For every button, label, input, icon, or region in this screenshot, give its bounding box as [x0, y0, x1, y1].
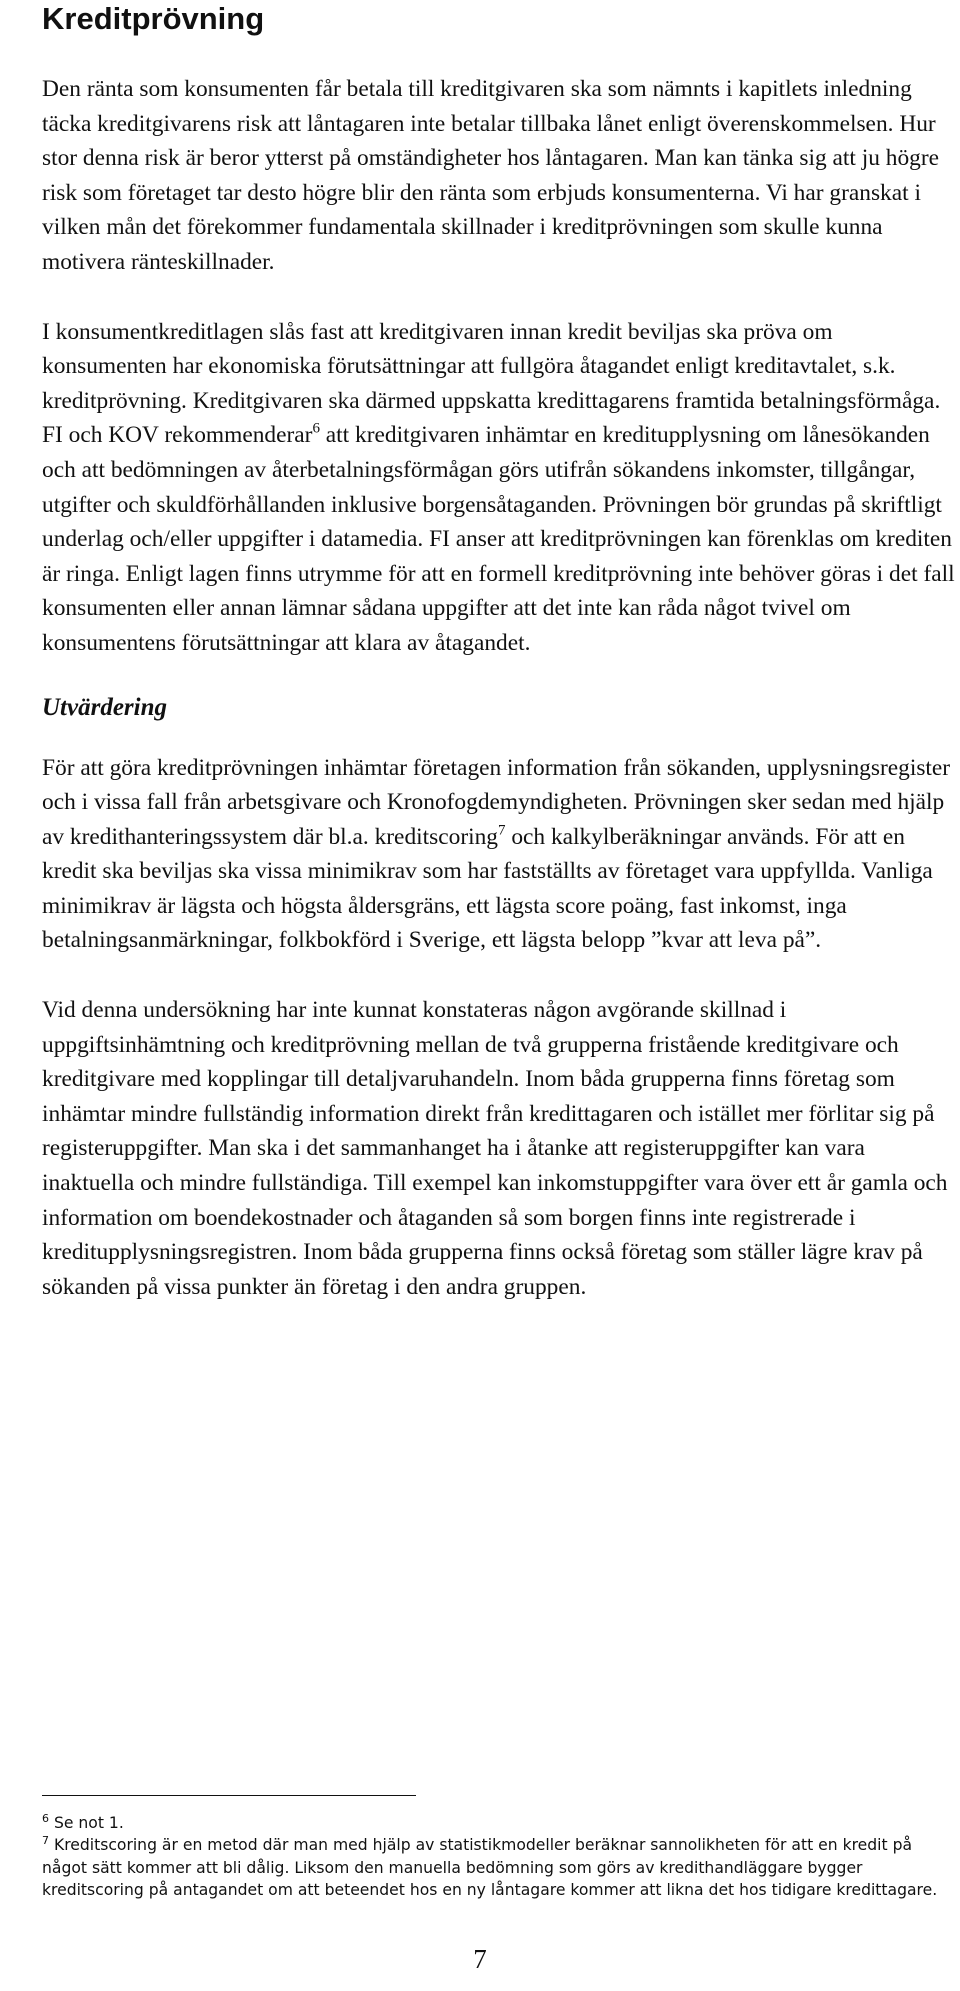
section-heading: Utvärdering	[42, 693, 167, 721]
page-title: Kreditprövning	[42, 1, 265, 36]
paragraph-text: och kalkylberäkningar används. För att en kredit ska beviljas ska vissa minimikrav som har fastställts av företaget vara uppfyllda. Vanliga minimikrav är lägsta och högsta åldersgräns, ett lägsta score poäng, fast inkomst, inga betalningsanmärkningar, folkbokförd i Sverige, ett lägsta belopp ”kvar att leva på”.	[42, 823, 933, 954]
paragraph-evaluation	[42, 751, 957, 959]
page-number: 7	[473, 1944, 487, 1974]
footnote-text: Kreditscoring är en metod där man med hjälp av statistikmodeller beräknar sannolikheten för att en kredit på något sätt kommer att bli dålig. Liksom den manuella bedömning som görs av kredithandläggare bygger kreditscoring på antagandet om att beteendet hos en ny låntagare kommer att likna det hos tidigare kredittagare.	[42, 1836, 938, 1899]
footnote-number: 7	[42, 1834, 49, 1848]
paragraph-findings: Vid denna undersökning har inte kunnat konstateras någon avgörande skillnad i uppgiftsinhämtning och kreditprövning mellan de två grupperna fristående kreditgivare och kreditgivare med kopplingar till detaljvaruhandeln. Inom båda grupperna finns företag som inhämtar mindre fullständig information direkt från kredittagaren och istället mer förlitar sig på registeruppgifter. Man ska i det sammanhanget ha i åtanke att registeruppgifter kan vara inaktuella och mindre fullständiga. Till exempel kan inkomstuppgifter vara över ett år gamla och information om boendekostnader och åtaganden så som borgen finns inte registrerade i kreditupplysningsregistren. Inom båda grupperna finns också företag som ställer lägre krav på sökanden på vissa punkter än företag i den andra gruppen.	[42, 997, 948, 1300]
paragraph-credit-law	[42, 315, 957, 661]
paragraph-intro: Den ränta som konsumenten får betala till kreditgivaren ska som nämnts i kapitlets inledning täcka kreditgivarens risk att låntagaren inte betalar tillbaka lånet enligt överenskommelsen. Hur stor denna risk är beror ytterst på omständigheter hos låntagaren. Man kan tänka sig att ju högre risk som företaget tar desto högre blir den ränta som erbjuds konsumenterna. Vi har granskat i vilken mån det förekommer fundamentala skillnader i kreditprövningen som skulle kunna motivera ränteskillnader.	[42, 76, 940, 275]
footnote-reference[interactable]: 7	[498, 821, 506, 838]
paragraph-text: att kreditgivaren inhämtar en kreditupplysning om lånesökanden och att bedömningen av återbetalningsförmågan görs utifrån sökandens inkomster, tillgångar, utgifter och skuldförhållanden inklusive borgensåtaganden. Prövningen bör grundas på skriftligt underlag och/eller uppgifter i datamedia. FI anser att kreditprövningen kan förenklas om krediten är ringa. Enligt lagen finns utrymme för att en formell kreditprövning inte behöver göras i det fall konsumenten eller annan lämnar sådana uppgifter att det inte kan råda något tvivel om konsumentens förutsättningar att klara av åtagandet.	[42, 422, 955, 656]
footnote	[42, 1834, 957, 1901]
footnote-reference[interactable]: 6	[312, 420, 320, 437]
footnote-divider	[42, 1795, 416, 1796]
paragraph-text: I konsumentkreditlagen slås fast att kreditgivaren innan kredit beviljas ska pröva om konsumenten har ekonomiska förutsättningar att fullgöra åtagandet enligt kreditavtalet, s.k. kreditprövning. Kreditgivaren ska därmed uppskatta kredittagarens framtida betalningsförmåga. FI och KOV rekommenderar	[42, 318, 941, 449]
footnote	[42, 1812, 957, 1834]
footnote-number: 6	[42, 1811, 49, 1825]
document-page	[42, 0, 957, 1304]
paragraph-text: För att göra kreditprövningen inhämtar företagen information från sökanden, upplysningsregister och i vissa fall från arbetsgivare och Kronofogdemyndigheten. Prövningen sker sedan med hjälp av kredithanteringssystem där bl.a. kreditscoring	[42, 754, 951, 850]
footnote-text: Se not 1.	[53, 1814, 124, 1832]
footnotes	[42, 1812, 957, 1901]
